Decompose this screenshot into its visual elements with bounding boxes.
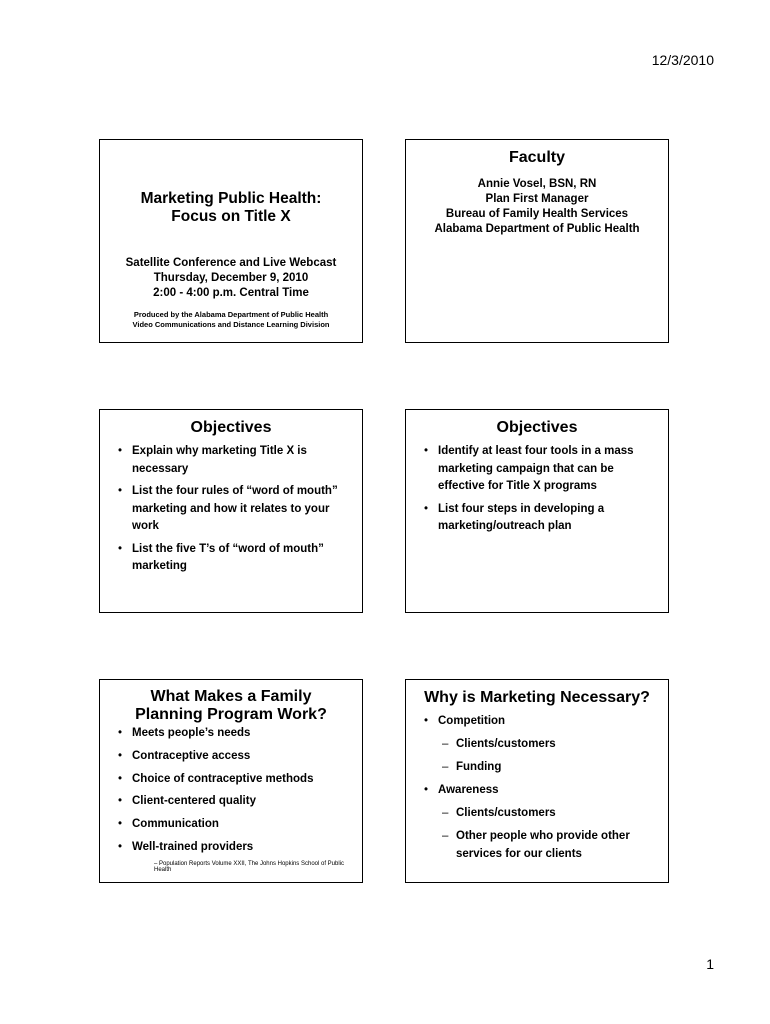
slide-family-planning bbox=[99, 679, 363, 883]
list-item: • Contraceptive access bbox=[116, 748, 348, 765]
faculty-info bbox=[406, 177, 668, 237]
title-line: Focus on Title X bbox=[171, 208, 291, 225]
producer-line: Video Communications and Distance Learning Division bbox=[132, 320, 330, 329]
conference-date: Thursday, December 9, 2010 bbox=[153, 272, 309, 284]
title-line: Planning Program Work? bbox=[135, 706, 327, 723]
slide-title-marketing bbox=[99, 139, 363, 343]
slide-objectives-2 bbox=[405, 409, 669, 613]
faculty-role: Plan First Manager bbox=[485, 193, 589, 205]
list-item: • Well-trained providers bbox=[116, 839, 348, 856]
list-item: • Competition bbox=[422, 713, 654, 731]
sub-list-item: – Other people who provide other services for our clients bbox=[422, 828, 654, 863]
list-item: • Explain why marketing Title X is necessary bbox=[116, 443, 348, 478]
slide-title: Why is Marketing Necessary? bbox=[424, 689, 650, 706]
list-item: • Meets people’s needs bbox=[116, 725, 348, 742]
list-item: • List the five T’s of “word of mouth” marketing bbox=[116, 541, 348, 576]
slide-why-marketing bbox=[405, 679, 669, 883]
conference-info bbox=[100, 256, 362, 301]
faculty-bureau: Bureau of Family Health Services bbox=[445, 208, 629, 220]
objectives-list bbox=[422, 443, 654, 541]
sub-list-item: – Clients/customers bbox=[422, 736, 654, 754]
slide-title bbox=[100, 688, 362, 724]
producer-line: Produced by the Alabama Department of Public Health bbox=[133, 310, 329, 319]
title-line: What Makes a Family bbox=[150, 688, 312, 705]
conference-time: 2:00 - 4:00 p.m. Central Time bbox=[153, 287, 309, 299]
list-item: • Choice of contraceptive methods bbox=[116, 771, 348, 788]
sub-list-item: – Clients/customers bbox=[422, 805, 654, 823]
reasons-list bbox=[422, 713, 654, 869]
program-factors-list bbox=[116, 725, 348, 862]
sub-list-item: – Funding bbox=[422, 759, 654, 777]
list-item: • List four steps in developing a marketing/outreach plan bbox=[422, 501, 654, 536]
slide-faculty bbox=[405, 139, 669, 343]
slide-title: Objectives bbox=[190, 419, 272, 436]
slide-objectives-1 bbox=[99, 409, 363, 613]
citation: – Population Reports Volume XXII, The Johns Hopkins School of Public Health bbox=[154, 861, 344, 873]
list-item: • List the four rules of “word of mouth” marketing and how it relates to your work bbox=[116, 483, 348, 536]
slide-title bbox=[100, 190, 362, 226]
faculty-department: Alabama Department of Public Health bbox=[434, 223, 640, 235]
conference-line: Satellite Conference and Live Webcast bbox=[125, 257, 337, 269]
page-number: 1 bbox=[706, 956, 714, 972]
slide-title: Faculty bbox=[508, 149, 565, 166]
list-item: • Communication bbox=[116, 816, 348, 833]
title-line: Marketing Public Health: bbox=[140, 190, 322, 207]
objectives-list bbox=[116, 443, 348, 581]
producer-info bbox=[100, 310, 362, 330]
header-date: 12/3/2010 bbox=[651, 52, 714, 68]
slide-title: Objectives bbox=[496, 419, 578, 436]
faculty-name: Annie Vosel, BSN, RN bbox=[477, 178, 597, 190]
list-item: • Identify at least four tools in a mass marketing campaign that can be effective for Title X programs bbox=[422, 443, 654, 496]
list-item: • Awareness bbox=[422, 782, 654, 800]
list-item: • Client-centered quality bbox=[116, 793, 348, 810]
